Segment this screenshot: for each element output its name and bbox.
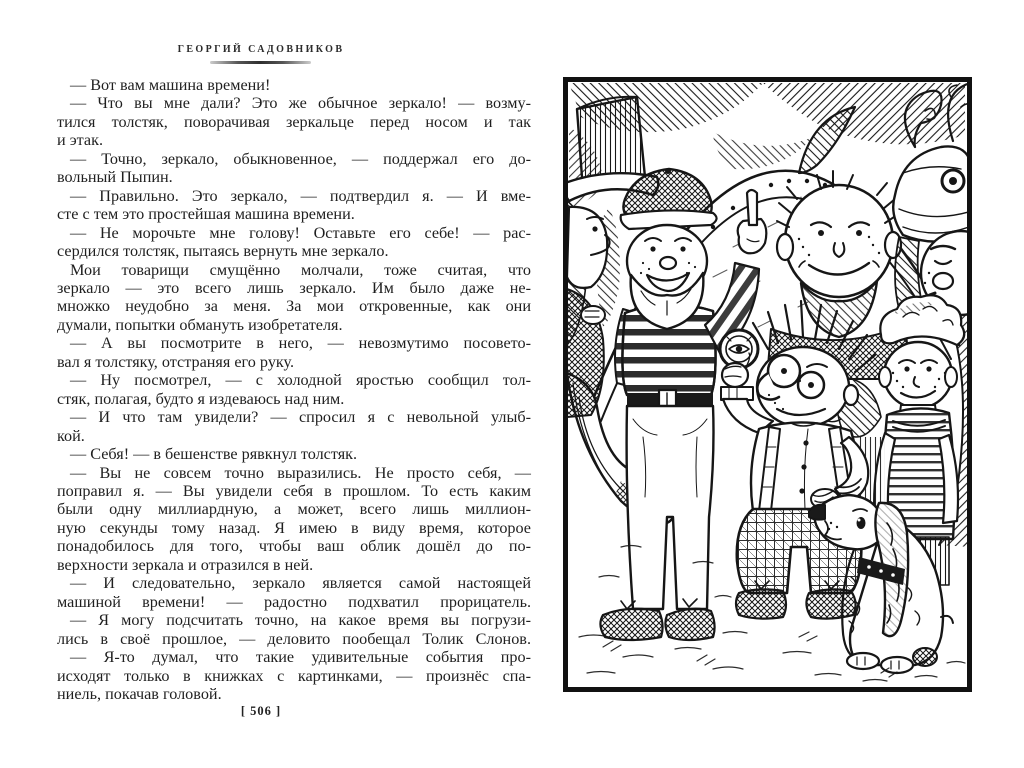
text-line: сердился толстяк, пытаясь вернуть мне зеркало. — [57, 242, 389, 261]
text-line: вольный Пыпин. — [57, 168, 173, 187]
text-line: были одну миллиардную, а может, всего лишь миллион- — [57, 500, 531, 519]
text-line: лись в своё прошлое, — деловито пообещал Толик Слонов. — [57, 629, 531, 648]
body-text — [57, 76, 531, 703]
book-illustration — [563, 77, 972, 692]
text-line: множко неудобно за меня. За мои откровенные, как они — [57, 297, 531, 316]
illustration-scene — [565, 83, 973, 681]
text-line: — Я могу подсчитать точно, на какое время вы погрузи- — [70, 611, 531, 630]
text-line: понадобилось для того, чтобы ваш облик дошёл до по- — [57, 537, 531, 556]
page-number: [ 506 ] — [240, 704, 282, 718]
text-line: — Правильно. Это зеркало, — подтвердил я. — И вме- — [70, 186, 531, 205]
text-line: — Не морочьте мне голову! Оставьте его себе! — рас- — [70, 223, 531, 242]
text-line: ную секунды тому назад. Я имею в виду время, которое — [57, 518, 531, 537]
text-line: — А вы посмотрите в него, — невозмутимо посовето- — [70, 334, 531, 353]
text-line: Мои товарищи смущённо молчали, тоже считая, что — [70, 260, 531, 279]
text-line: думали, попытки обмануть изобретателя. — [57, 315, 343, 334]
text-line: стяк, полагая, будто я издеваюсь над ним. — [57, 389, 345, 408]
text-line: тился толстяк, поворачивая зеркальце перед носом и так — [57, 112, 531, 131]
text-line: — Я-то думал, что такие удивительные события про- — [70, 648, 531, 667]
text-line: — Ну посмотрел, — с холодной яростью сообщил тол- — [70, 371, 531, 390]
boy-with-mirror — [720, 301, 881, 619]
text-line: — Точно, зеркало, обыкновенное, — поддержал его до- — [70, 149, 531, 168]
text-line: поправил я. — Вы увидели себя в прошлом. То есть каким — [57, 481, 531, 500]
running-header: ГЕОРГИЙ САДОВНИКОВ — [177, 44, 345, 55]
text-line: зеркало — это всего лишь зеркало. Им было даже не- — [57, 278, 531, 297]
header-divider — [210, 61, 311, 64]
text-line: — Вы не совсем точно выразились. Не просто себя, — — [70, 463, 531, 482]
text-line: верхности зеркала и отразился в ней. — [57, 555, 314, 574]
text-line: кой. — [57, 426, 85, 445]
text-line: — Себя! — в бешенстве рявкнул толстяк. — [70, 445, 358, 464]
text-line: сте с тем это простейшая машина времени. — [57, 205, 355, 224]
text-line: вал я толстяку, отстраняя его руку. — [57, 352, 295, 371]
text-line: исходят только в книжках с картинками, — произнёс спа- — [57, 666, 531, 685]
text-line: машиной времени! — радостно подхватил прорицатель. — [57, 592, 531, 611]
text-line: — Что вы мне дали? Это же обычное зеркало! — возму- — [70, 94, 531, 113]
text-line: — И что там увидели? — спросил я с невольной улыб- — [70, 408, 531, 427]
text-line: ниель, покачав головой. — [57, 684, 222, 703]
text-line: — Вот вам машина времени! — [70, 76, 271, 94]
text-line: — И следовательно, зеркало является самой настоящей — [70, 574, 531, 593]
text-line: и этак. — [57, 131, 104, 150]
